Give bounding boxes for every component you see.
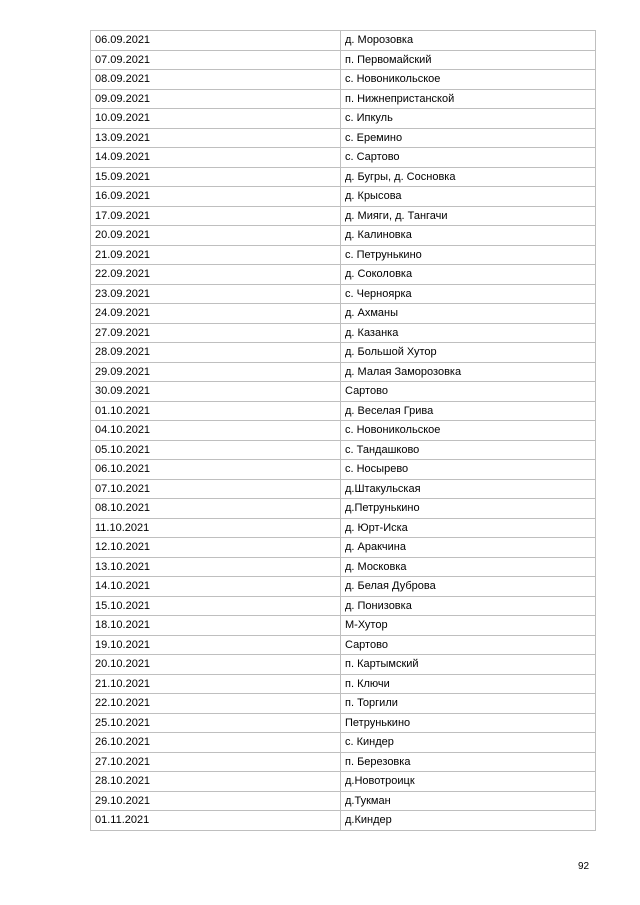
date-cell: 11.10.2021	[91, 518, 341, 538]
place-cell: д. Большой Хутор	[341, 343, 596, 363]
date-cell: 06.10.2021	[91, 460, 341, 480]
table-row	[91, 362, 596, 382]
place-cell: с. Ипкуль	[341, 109, 596, 129]
schedule-table	[90, 30, 596, 831]
place-cell: с. Носырево	[341, 460, 596, 480]
place-cell: с. Тандашково	[341, 440, 596, 460]
table-row	[91, 187, 596, 207]
place-cell: д.Киндер	[341, 811, 596, 831]
place-cell: с. Киндер	[341, 733, 596, 753]
date-cell: 14.09.2021	[91, 148, 341, 168]
date-cell: 21.09.2021	[91, 245, 341, 265]
table-row	[91, 538, 596, 558]
place-cell: п. Картымский	[341, 655, 596, 675]
table-row	[91, 245, 596, 265]
table-row	[91, 206, 596, 226]
date-cell: 07.09.2021	[91, 50, 341, 70]
place-cell: д. Казанка	[341, 323, 596, 343]
place-cell: Сартово	[341, 635, 596, 655]
place-cell: п. Первомайский	[341, 50, 596, 70]
date-cell: 13.10.2021	[91, 557, 341, 577]
date-cell: 17.09.2021	[91, 206, 341, 226]
table-row	[91, 70, 596, 90]
table-row	[91, 440, 596, 460]
place-cell: д. Соколовка	[341, 265, 596, 285]
date-cell: 22.10.2021	[91, 694, 341, 714]
date-cell: 06.09.2021	[91, 31, 341, 51]
place-cell: д. Понизовка	[341, 596, 596, 616]
table-row	[91, 109, 596, 129]
date-cell: 26.10.2021	[91, 733, 341, 753]
table-row	[91, 421, 596, 441]
date-cell: 30.09.2021	[91, 382, 341, 402]
place-cell: д. Белая Дуброва	[341, 577, 596, 597]
table-row	[91, 265, 596, 285]
date-cell: 15.10.2021	[91, 596, 341, 616]
table-row	[91, 655, 596, 675]
date-cell: 08.09.2021	[91, 70, 341, 90]
place-cell: с. Новоникольское	[341, 421, 596, 441]
table-row	[91, 499, 596, 519]
table-row	[91, 148, 596, 168]
date-cell: 28.09.2021	[91, 343, 341, 363]
place-cell: д. Калиновка	[341, 226, 596, 246]
table-row	[91, 557, 596, 577]
table-row	[91, 50, 596, 70]
table-row	[91, 791, 596, 811]
date-cell: 01.10.2021	[91, 401, 341, 421]
page-number: 92	[578, 861, 590, 872]
table-row	[91, 694, 596, 714]
place-cell: п. Березовка	[341, 752, 596, 772]
table-row	[91, 304, 596, 324]
table-row	[91, 772, 596, 792]
place-cell: д. Малая Заморозовка	[341, 362, 596, 382]
table-row	[91, 674, 596, 694]
place-cell: с. Новоникольское	[341, 70, 596, 90]
place-cell: д. Морозовка	[341, 31, 596, 51]
table-row	[91, 811, 596, 831]
table-row	[91, 733, 596, 753]
table-row	[91, 323, 596, 343]
date-cell: 21.10.2021	[91, 674, 341, 694]
table-row	[91, 518, 596, 538]
place-cell: с. Петрунькино	[341, 245, 596, 265]
table-row	[91, 460, 596, 480]
place-cell: д.Петрунькино	[341, 499, 596, 519]
date-cell: 24.09.2021	[91, 304, 341, 324]
date-cell: 14.10.2021	[91, 577, 341, 597]
place-cell: д. Крысова	[341, 187, 596, 207]
date-cell: 01.11.2021	[91, 811, 341, 831]
place-cell: с. Черноярка	[341, 284, 596, 304]
date-cell: 22.09.2021	[91, 265, 341, 285]
table-row	[91, 284, 596, 304]
place-cell: п. Ключи	[341, 674, 596, 694]
place-cell: д. Московка	[341, 557, 596, 577]
place-cell: д. Юрт-Иска	[341, 518, 596, 538]
table-row	[91, 616, 596, 636]
place-cell: д.Штакульская	[341, 479, 596, 499]
place-cell: д. Веселая Грива	[341, 401, 596, 421]
table-row	[91, 401, 596, 421]
date-cell: 18.10.2021	[91, 616, 341, 636]
date-cell: 19.10.2021	[91, 635, 341, 655]
place-cell: Сартово	[341, 382, 596, 402]
date-cell: 09.09.2021	[91, 89, 341, 109]
date-cell: 15.09.2021	[91, 167, 341, 187]
date-cell: 20.09.2021	[91, 226, 341, 246]
table-row	[91, 596, 596, 616]
date-cell: 25.10.2021	[91, 713, 341, 733]
place-cell: Петрунькино	[341, 713, 596, 733]
place-cell: п. Нижнепристанской	[341, 89, 596, 109]
date-cell: 20.10.2021	[91, 655, 341, 675]
date-cell: 27.09.2021	[91, 323, 341, 343]
date-cell: 07.10.2021	[91, 479, 341, 499]
table-row	[91, 752, 596, 772]
date-cell: 16.09.2021	[91, 187, 341, 207]
place-cell: с. Сартово	[341, 148, 596, 168]
place-cell: д. Бугры, д. Сосновка	[341, 167, 596, 187]
table-row	[91, 89, 596, 109]
date-cell: 23.09.2021	[91, 284, 341, 304]
table-row	[91, 31, 596, 51]
table-row	[91, 635, 596, 655]
date-cell: 12.10.2021	[91, 538, 341, 558]
table-row	[91, 167, 596, 187]
date-cell: 08.10.2021	[91, 499, 341, 519]
date-cell: 29.09.2021	[91, 362, 341, 382]
date-cell: 10.09.2021	[91, 109, 341, 129]
table-row	[91, 577, 596, 597]
date-cell: 13.09.2021	[91, 128, 341, 148]
table-row	[91, 128, 596, 148]
date-cell: 27.10.2021	[91, 752, 341, 772]
date-cell: 29.10.2021	[91, 791, 341, 811]
date-cell: 04.10.2021	[91, 421, 341, 441]
table-row	[91, 343, 596, 363]
place-cell: д.Новотроицк	[341, 772, 596, 792]
place-cell: п. Торгили	[341, 694, 596, 714]
place-cell: с. Еремино	[341, 128, 596, 148]
table-row	[91, 382, 596, 402]
table-row	[91, 713, 596, 733]
place-cell: д.Тукман	[341, 791, 596, 811]
table-row	[91, 226, 596, 246]
place-cell: д. Аракчина	[341, 538, 596, 558]
table-row	[91, 479, 596, 499]
schedule-table-body	[91, 31, 596, 831]
date-cell: 05.10.2021	[91, 440, 341, 460]
place-cell: М-Хутор	[341, 616, 596, 636]
date-cell: 28.10.2021	[91, 772, 341, 792]
place-cell: д. Мияги, д. Тангачи	[341, 206, 596, 226]
place-cell: д. Ахманы	[341, 304, 596, 324]
